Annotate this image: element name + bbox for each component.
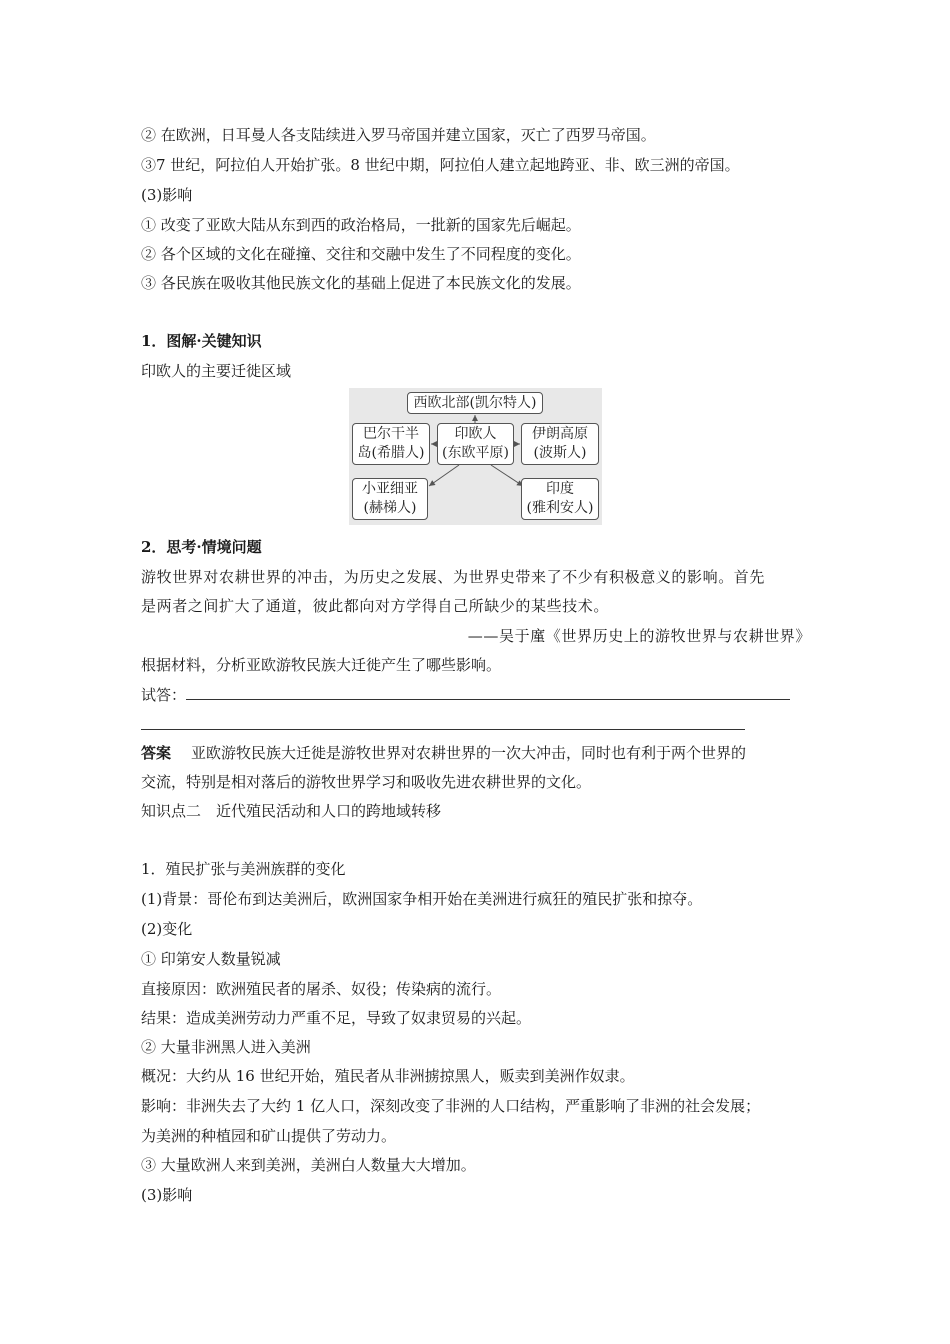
region-box-india <box>521 478 599 520</box>
text-line: (3)影响 <box>141 186 193 204</box>
text-line: ① 印第安人数量锐减 <box>141 950 281 968</box>
answer-blank[interactable] <box>141 715 745 730</box>
region-label: 巴尔干半 <box>363 426 419 442</box>
text-line: 概况：大约从 16 世纪开始，殖民者从非洲掳掠黑人，贩卖到美洲作奴隶。 <box>141 1067 635 1085</box>
text-line: ③ 大量欧洲人来到美洲，美洲白人数量大大增加。 <box>141 1156 476 1174</box>
arrow-down-left <box>429 465 459 486</box>
text-line: ③ 各民族在吸收其他民族文化的基础上促进了本民族文化的发展。 <box>141 274 581 292</box>
text-line: 直接原因：欧洲殖民者的屠杀、奴役；传染病的流行。 <box>141 980 502 998</box>
region-label: (赫梯人) <box>363 500 417 516</box>
region-box-balkans <box>352 423 430 465</box>
region-label: (波斯人) <box>533 445 587 461</box>
try-label: 试答： <box>141 686 187 704</box>
text-line: (2)变化 <box>141 920 193 938</box>
region-label: 印欧人 <box>454 426 497 442</box>
text-line: 1．殖民扩张与美洲族群的变化 <box>141 860 346 878</box>
section-heading-question: 2．思考·情境问题 <box>141 538 262 556</box>
region-label: 印度 <box>546 481 574 497</box>
text-line: 影响：非洲失去了大约 1 亿人口，深刻改变了非洲的人口结构，严重影响了非洲的社会发展； <box>141 1097 761 1115</box>
region-label: (东欧平原) <box>442 445 509 461</box>
answer-text: 交流，特别是相对落后的游牧世界学习和吸收先进农耕世界的文化。 <box>141 773 592 791</box>
quote-line: 是两者之间扩大了通道，彼此都向对方学得自己所缺少的某些技术。 <box>141 597 610 615</box>
text-line: ② 大量非洲黑人进入美洲 <box>141 1038 311 1056</box>
region-label: (雅利安人) <box>526 500 594 516</box>
text-line: ① 改变了亚欧大陆从东到西的政治格局，一批新的国家先后崛起。 <box>141 216 581 234</box>
diagram-caption: 印欧人的主要迁徙区域 <box>141 362 292 380</box>
text-line: ② 各个区域的文化在碰撞、交往和交融中发生了不同程度的变化。 <box>141 245 581 263</box>
question-text: 根据材料，分析亚欧游牧民族大迁徙产生了哪些影响。 <box>141 656 502 674</box>
region-box-indo-europeans <box>437 423 514 465</box>
knowledge-point-heading: 知识点二 近代殖民活动和人口的跨地域转移 <box>141 802 442 820</box>
region-label: 伊朗高原 <box>532 426 588 442</box>
answer-line-2 <box>141 715 745 735</box>
quote-source: ——吴于廑《世界历史上的游牧世界与农耕世界》 <box>467 627 811 645</box>
text-line: (3)影响 <box>141 1186 193 1204</box>
text-line: ③7 世纪，阿拉伯人开始扩张。8 世纪中期，阿拉伯人建立起地跨亚、非、欧三洲的帝国。 <box>141 156 740 174</box>
text-line: 结果：造成美洲劳动力严重不足，导致了奴隶贸易的兴起。 <box>141 1009 532 1027</box>
arrow-down-right <box>491 465 523 486</box>
text-line: ② 在欧洲，日耳曼人各支陆续进入罗马帝国并建立国家，灭亡了西罗马帝国。 <box>141 126 656 144</box>
region-box-iranian-plateau <box>521 423 599 465</box>
answer-label: 答案 <box>141 744 172 762</box>
quote-line: 游牧世界对农耕世界的冲击，为历史之发展、为世界史带来了不少有积极意义的影响。首先 <box>141 568 766 586</box>
migration-diagram <box>349 388 602 525</box>
region-label: 西欧北部(凯尔特人) <box>413 395 537 411</box>
answer-paragraph <box>141 743 746 763</box>
answer-blank[interactable] <box>186 685 790 700</box>
text-line: 为美洲的种植园和矿山提供了劳动力。 <box>141 1127 397 1145</box>
answer-text: 亚欧游牧民族大迁徙是游牧世界对农耕世界的一次大冲击，同时也有利于两个世界的 <box>191 744 747 762</box>
region-box-western-europe <box>407 392 543 414</box>
section-heading-diagram: 1．图解·关键知识 <box>141 332 262 350</box>
region-box-asia-minor <box>352 478 428 520</box>
region-label: 小亚细亚 <box>362 481 418 497</box>
answer-line <box>141 685 790 705</box>
region-label: 岛(希腊人) <box>357 445 425 461</box>
text-line: (1)背景：哥伦布到达美洲后，欧洲国家争相开始在美洲进行疯狂的殖民扩张和掠夺。 <box>141 890 703 908</box>
